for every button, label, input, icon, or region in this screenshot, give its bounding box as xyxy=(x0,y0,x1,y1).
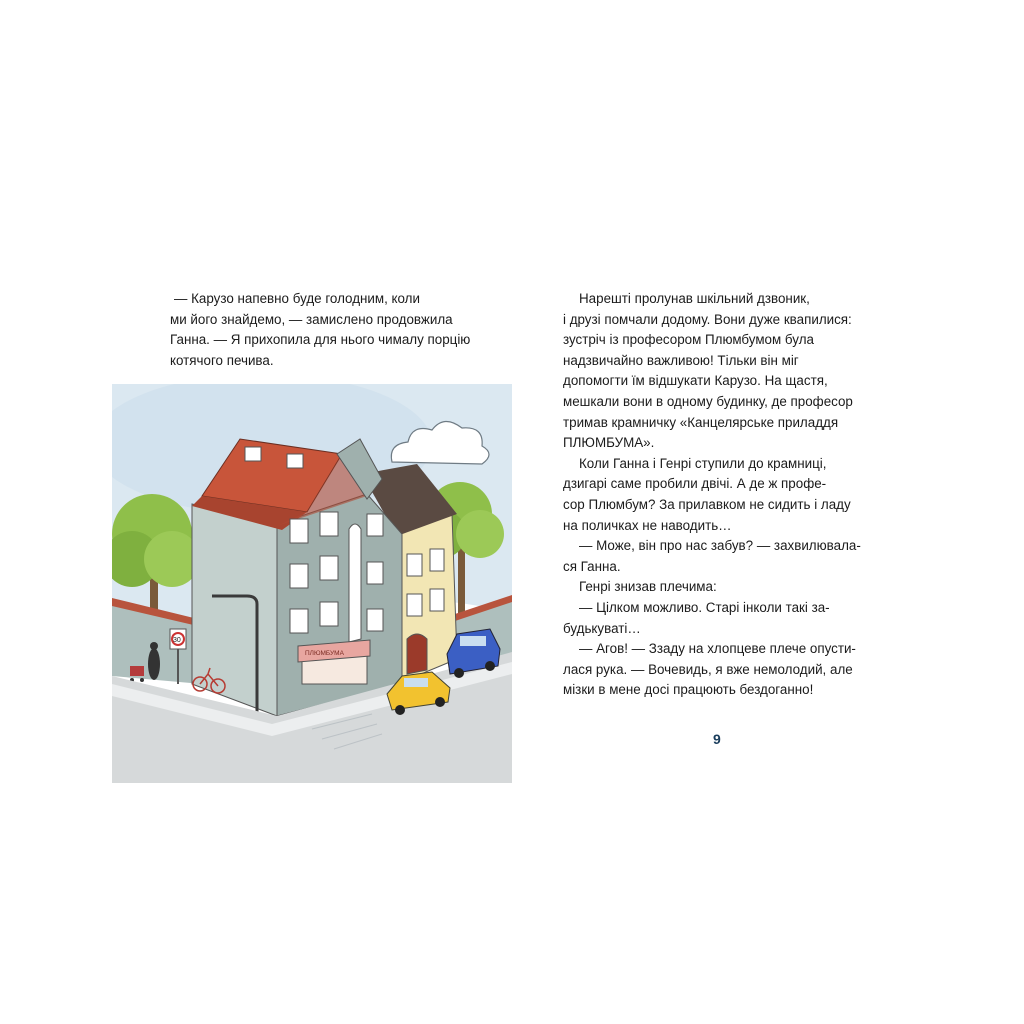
text-line: зустріч із професором Плюмбумом була xyxy=(563,332,814,348)
text-line: Коли Ганна і Генрі ступили до крамниці, xyxy=(579,455,827,471)
text-line: мешкали вони в одному будинку, де професор xyxy=(563,393,853,409)
text-line: надзвичайно важливою! Тільки він міг xyxy=(563,352,799,368)
text-line: мізки в мене досі працюють бездоганно! xyxy=(563,682,814,698)
left-page-text xyxy=(170,289,470,371)
text-line: ПЛЮМБУМА». xyxy=(563,435,655,451)
text-line: Генрі знизав плечима: xyxy=(579,579,717,595)
text-line: лася рука. — Вочевидь, я вже немолодий, але xyxy=(563,661,853,677)
text-line: тримав крамничку «Канцелярське приладдя xyxy=(563,414,839,430)
street-house-illustration xyxy=(112,384,512,783)
text-line: — Карузо напевно буде голодним, коли xyxy=(174,291,420,306)
text-line: допомогти їм відшукати Карузо. На щастя, xyxy=(563,373,828,389)
text-line: будькуваті… xyxy=(563,620,641,636)
page-number: 9 xyxy=(713,731,721,747)
text-line: дзигарі саме пробили двічі. А де ж профе- xyxy=(563,476,827,492)
right-page xyxy=(512,0,1024,1024)
text-line: ми його знайдемо, — замислено продовжила xyxy=(170,311,453,327)
shop-sign: ПЛЮМБУМА xyxy=(305,650,344,657)
text-line: котячого печива. xyxy=(170,352,274,368)
text-line: ся Ганна. xyxy=(563,558,621,574)
speed-limit-number: 30 xyxy=(173,637,181,644)
text-line: — Може, він про нас забув? — захвилювала- xyxy=(579,538,861,554)
text-line: і друзі помчали додому. Вони дуже квапилися: xyxy=(563,311,852,327)
text-line: Нарешті пролунав шкільний дзвоник, xyxy=(579,291,810,306)
text-line: сор Плюмбум? За прилавком не сидить і ладу xyxy=(563,496,851,512)
text-line: — Цілком можливо. Старі інколи такі за- xyxy=(579,599,830,615)
text-line: — Агов! — Ззаду на хлопцеве плече опусти- xyxy=(579,641,856,657)
text-line: на поличках не наводить… xyxy=(563,517,732,533)
text-line: Ганна. — Я прихопила для нього чималу порцію xyxy=(170,332,471,348)
right-page-text xyxy=(563,289,863,701)
